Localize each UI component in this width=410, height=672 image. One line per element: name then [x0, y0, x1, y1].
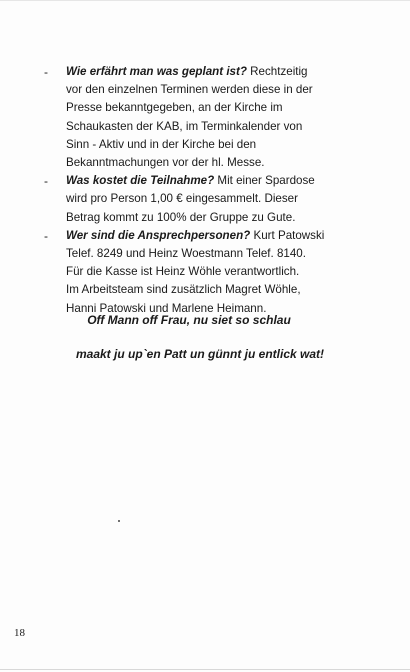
- faq-answer-line: Schaukasten der KAB, im Terminkalender von: [66, 119, 303, 133]
- scan-speck: [118, 520, 120, 522]
- faq-item: [44, 227, 344, 318]
- saying-line-1: Off Mann off Frau, nu siet so schlau: [87, 313, 291, 327]
- faq-answer-line: Presse bekanntgegeben, an der Kirche im: [66, 101, 283, 115]
- faq-text: [66, 227, 324, 318]
- bottom-edge-line: [0, 669, 410, 670]
- page-number: 18: [14, 627, 25, 639]
- bullet-dash: -: [44, 65, 48, 79]
- faq-answer-line: Rechtzeitig: [246, 65, 308, 78]
- faq-text: [66, 172, 315, 227]
- faq-answer-line: Mit einer Spardose: [214, 174, 315, 188]
- top-edge-line: [0, 0, 410, 1]
- faq-first-line: [66, 63, 313, 81]
- faq-answer-line: vor den einzelnen Terminen werden diese in der: [66, 83, 313, 97]
- saying-line-2: maakt ju up`en Patt un günnt ju entlick wat!: [75, 347, 324, 361]
- bullet-dash: -: [44, 174, 48, 189]
- faq-answer-line: wird pro Person 1,00 € eingesammelt. Dieser: [66, 192, 298, 206]
- faq-question: Wie erfährt man was geplant ist?: [66, 65, 247, 78]
- bullet-dash: -: [44, 228, 48, 243]
- faq-answer-line: Im Arbeitsteam sind zusätzlich Magret Wöhle,: [66, 283, 301, 297]
- faq-answer-line: Sinn - Aktiv und in der Kirche bei den: [66, 137, 257, 151]
- faq-question: Wer sind die Ansprechpersonen?: [66, 228, 251, 242]
- faq-first-line: [66, 172, 315, 190]
- faq-text: [66, 63, 313, 172]
- faq-item: [44, 172, 344, 227]
- faq-item: [44, 63, 344, 172]
- faq-answer-line: Telef. 8249 und Heinz Woestmann Telef. 8140.: [66, 247, 306, 261]
- faq-answer-line: Bekanntmachungen vor der hl. Messe.: [66, 156, 265, 170]
- faq-question: Was kostet die Teilnahme?: [66, 174, 215, 188]
- faq-answer-line: Betrag kommt zu 100% der Gruppe zu Gute.: [66, 210, 296, 224]
- faq-list: [44, 63, 344, 318]
- faq-answer-line: Für die Kasse ist Heinz Wöhle verantwortlich.: [66, 265, 300, 279]
- faq-answer-line: Kurt Patowski: [250, 228, 325, 242]
- faq-answer-line: Hanni Patowski und Marlene Heimann.: [66, 301, 267, 315]
- faq-first-line: [66, 227, 324, 245]
